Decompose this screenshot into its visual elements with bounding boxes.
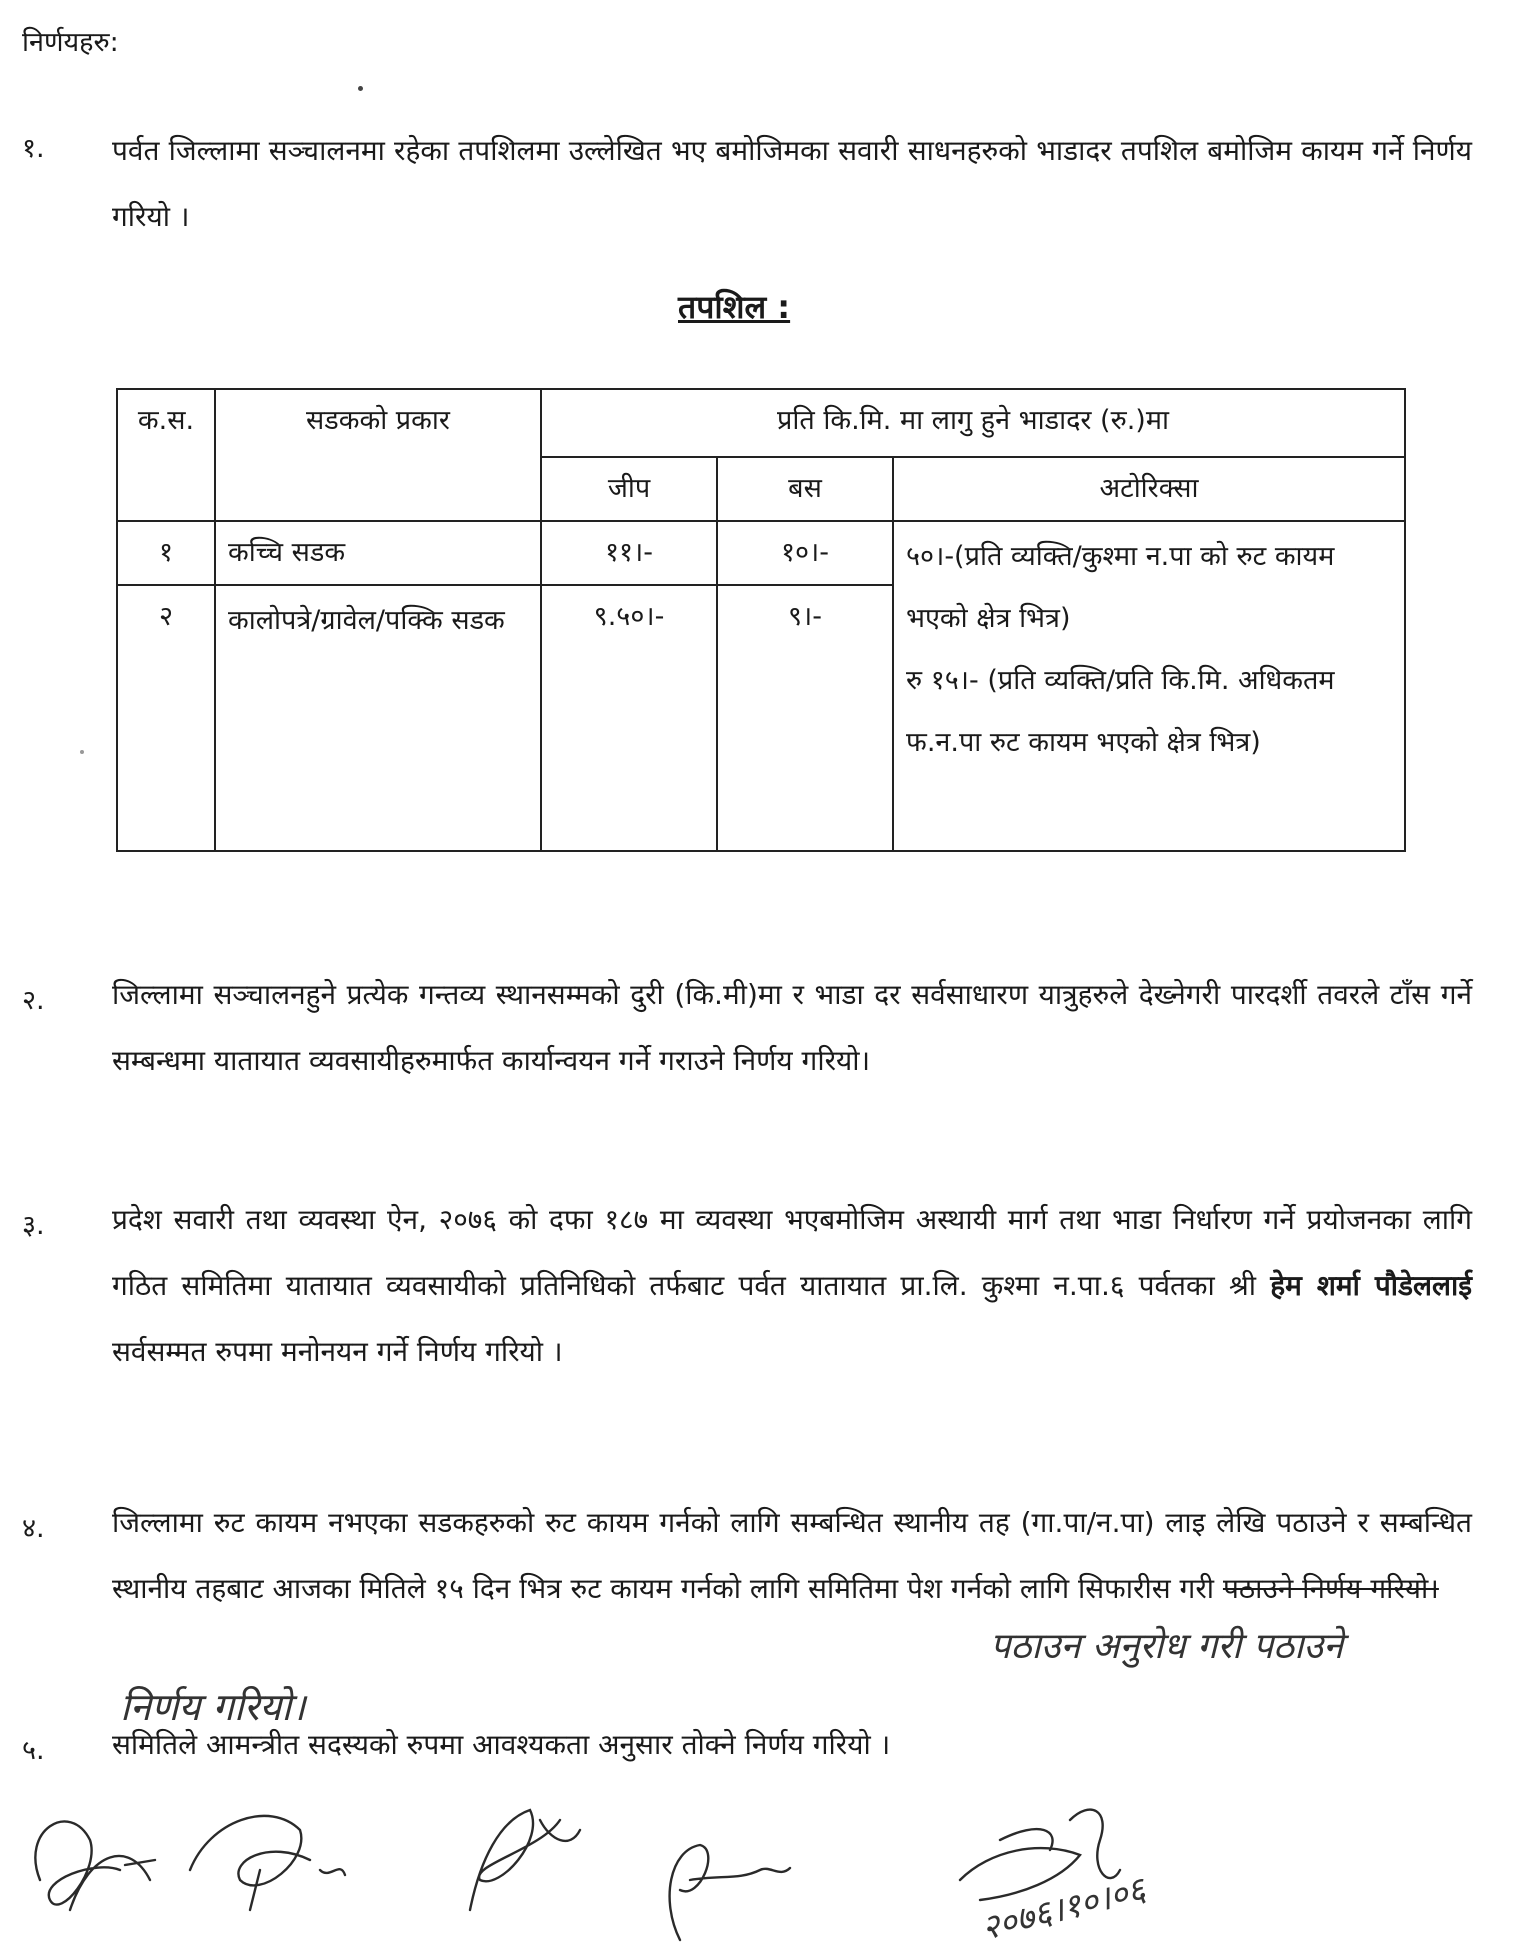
decision-text: पर्वत जिल्लामा सञ्चालनमा रहेका तपशिलमा उल्लेखित भए बमोजिमका सवारी साधनहरुको भाडादर तपशिल बमोजिम कायम गर्ने निर्णय गरियो । xyxy=(112,134,1472,233)
signature-date: २०७६।१०।०६ xyxy=(977,1869,1150,1949)
decision-number: ५. xyxy=(22,1735,45,1766)
schedule-title: तपशिल : xyxy=(678,288,791,326)
header-autorickshaw: अटोरिक्सा xyxy=(893,457,1405,521)
autorickshaw-rate-cell xyxy=(893,521,1405,851)
signature xyxy=(190,1816,345,1910)
decision-text: जिल्लामा रुट कायम नभएका सडकहरुको रुट कायम गर्नको लागि सम्बन्धित स्थानीय तह (गा.पा/न.पा) लाइ लेखि पठाउने र सम्बन्धित स्थानीय तहबाट आजका मितिले १५ दिन भित्र रुट कायम गर्नको लागि समितिमा पेश गर्नको लागि सिफारीस गरी पठाउने निर्णय गरियो। xyxy=(112,1506,1472,1605)
fare-table xyxy=(116,388,1406,852)
decision-text: समितिले आमन्त्रीत सदस्यको रुपमा आवश्यकता अनुसार तोक्ने निर्णय गरियो । xyxy=(112,1728,891,1761)
row-road: कालोपत्रे/ग्रावेल/पक्कि सडक xyxy=(215,585,541,851)
row-sn: २ xyxy=(117,585,215,851)
decision-number: १. xyxy=(22,133,45,164)
table-row xyxy=(117,521,1405,585)
row-road: कच्चि सडक xyxy=(215,521,541,585)
decision-number: ३. xyxy=(22,1210,45,1241)
header-bus: बस xyxy=(717,457,893,521)
signature xyxy=(670,1845,790,1940)
header-jeep: जीप xyxy=(541,457,717,521)
nominee-name: हेम शर्मा पौडेललाई xyxy=(1270,1269,1472,1302)
handwritten-correction: निर्णय गरियो। xyxy=(120,1685,306,1729)
row-jeep: ११।- xyxy=(541,521,717,585)
speck xyxy=(80,750,84,754)
autorickshaw-rate-1: ५०।-(प्रति व्यक्ति/कुश्मा न.पा को रुट कायम भएको क्षेत्र भित्र) xyxy=(906,541,1335,634)
decision-number: २. xyxy=(22,985,45,1016)
signatures xyxy=(0,1760,1534,1956)
decision-text: प्रदेश सवारी तथा व्यवस्था ऐन, २०७६ को दफा १८७ मा व्यवस्था भएबमोजिम अस्थायी मार्ग तथा भाडा निर्धारण गर्ने प्रयोजनका लागि गठित समितिमा यातायात व्यवसायीको प्रतिनिधिको तर्फबाट पर्वत यातायात प्रा.लि. कुश्मा न.पा.६ पर्वतका श्री हेम शर्मा पौडेललाई सर्वसम्मत रुपमा मनोनयन गर्ने निर्णय गरियो । xyxy=(112,1203,1472,1368)
row-bus: ९।- xyxy=(717,585,893,851)
speck xyxy=(358,86,363,91)
decision-text: जिल्लामा सञ्चालनहुने प्रत्येक गन्तव्य स्थानसम्मको दुरी (कि.मी)मा र भाडा दर सर्वसाधारण यात्रुहरुले देख्नेगरी पारदर्शी तवरले टाँस गर्ने सम्बन्धमा यातायात व्यवसायीहरुमार्फत कार्यान्वयन गर्ने गराउने निर्णय गरियो। xyxy=(112,978,1472,1077)
signature xyxy=(35,1821,155,1910)
row-sn: १ xyxy=(117,521,215,585)
signature xyxy=(470,1810,580,1910)
header-sn: क.स. xyxy=(117,389,215,521)
handwritten-correction: पठाउन अनुरोध गरी पठाउने xyxy=(990,1626,1344,1667)
header-road-type: सडकको प्रकार xyxy=(215,389,541,521)
row-bus: १०।- xyxy=(717,521,893,585)
autorickshaw-rate-2: रु १५।- (प्रति व्यक्ति/प्रति कि.मि. अधिकतम फ.न.पा रुट कायम भएको क्षेत्र भित्र) xyxy=(906,665,1335,758)
header-rate: प्रति कि.मि. मा लागु हुने भाडादर (रु.)मा xyxy=(541,389,1405,457)
struck-text: पठाउने निर्णय गरियो। xyxy=(1222,1572,1439,1605)
decision-number: ४. xyxy=(22,1513,45,1544)
row-jeep: ९.५०।- xyxy=(541,585,717,851)
decisions-heading: निर्णयहरु: xyxy=(22,27,119,58)
